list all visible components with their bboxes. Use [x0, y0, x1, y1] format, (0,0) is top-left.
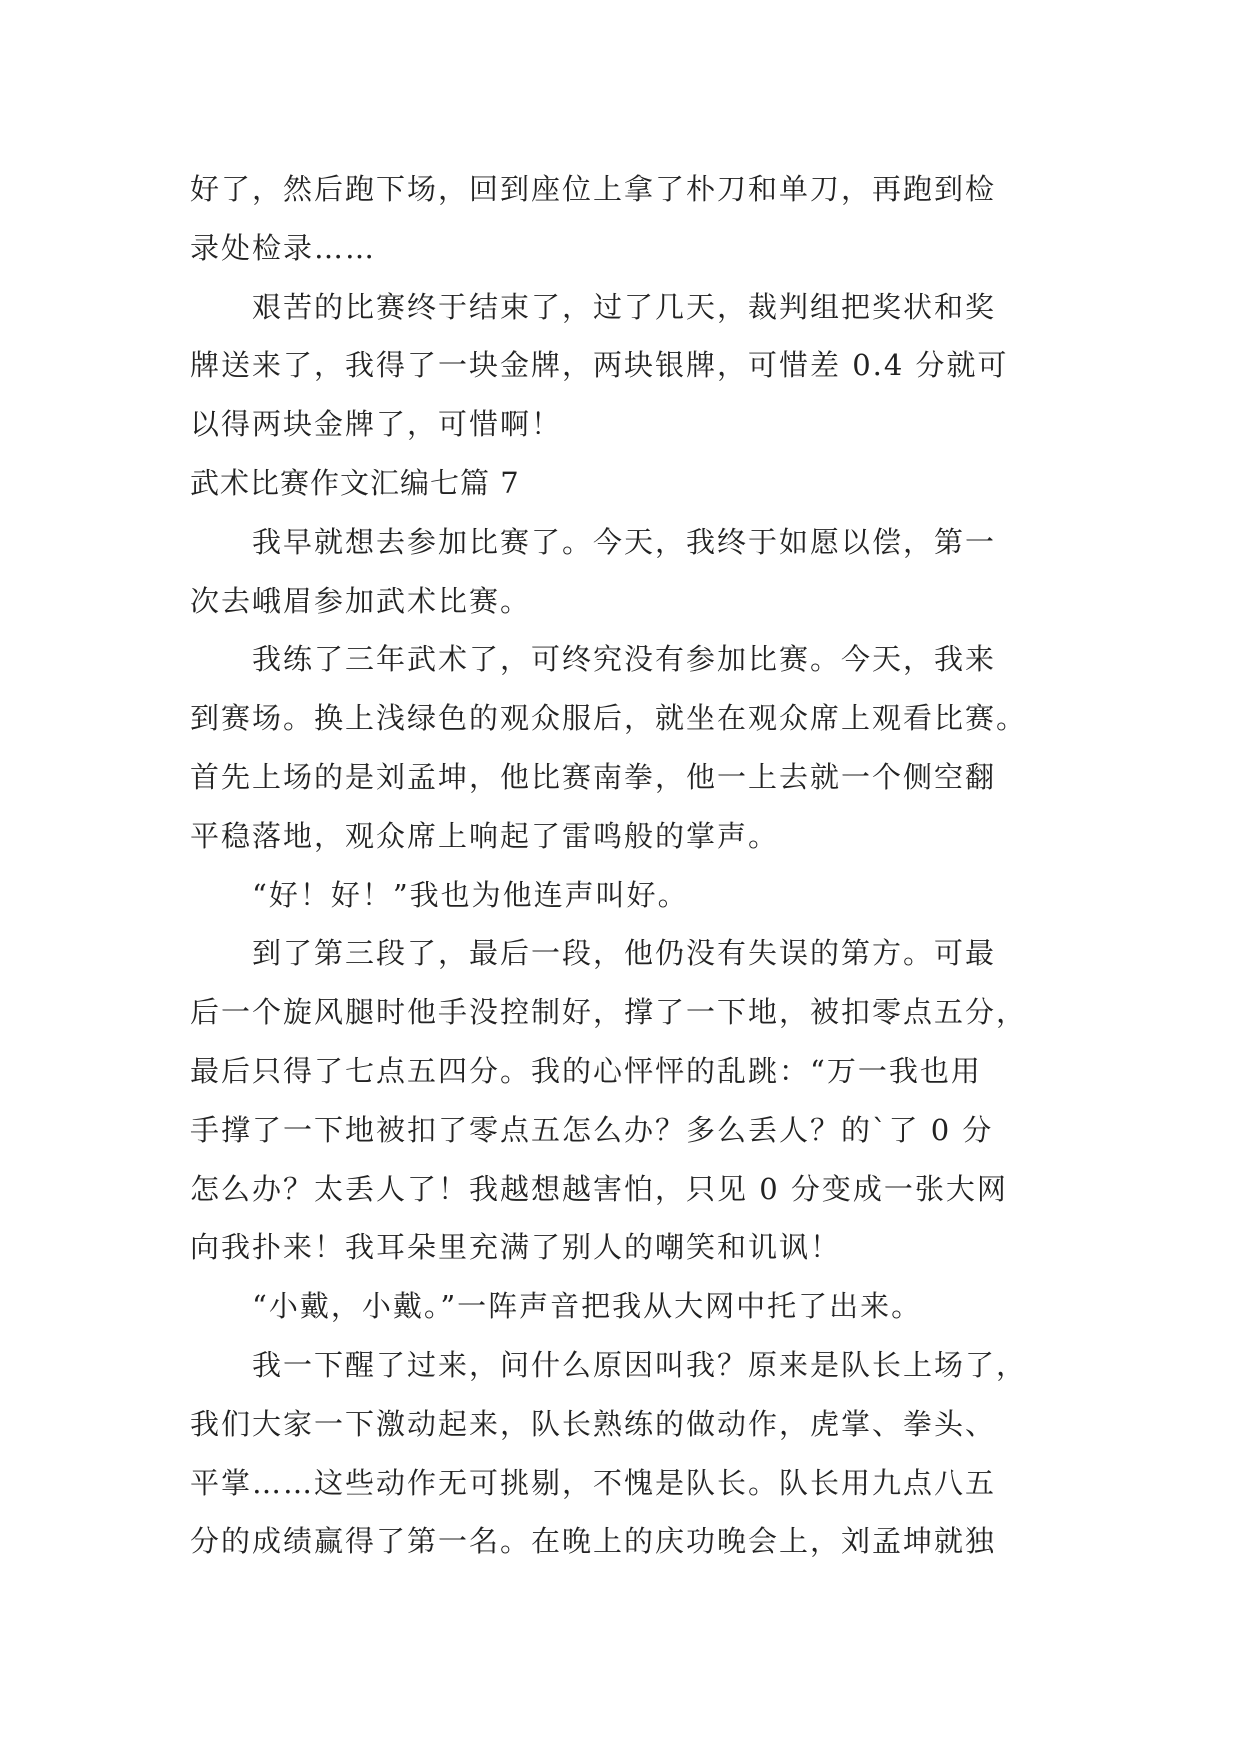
text-line: 分的成绩赢得了第一名。在晚上的庆功晚会上，刘孟坤就独	[190, 1524, 997, 1559]
text-line: “小戴，小戴。”一阵声音把我从大网中托了出来。	[252, 1289, 923, 1324]
text-line: 到了第三段了，最后一段，他仍没有失误的第方。可最	[252, 936, 997, 971]
text-line: 首先上场的是刘孟坤，他比赛南拳，他一上去就一个侧空翻	[190, 759, 997, 794]
text-line: 到赛场。换上浅绿色的观众服后，就坐在观众席上观看比赛。	[190, 701, 1028, 736]
text-line: 我们大家一下激动起来，队长熟练的做动作，虎掌、拳头、	[190, 1406, 997, 1441]
text-line: 后一个旋风腿时他手没控制好，撑了一下地，被扣零点五分，	[190, 995, 1028, 1030]
text-line: 最后只得了七点五四分。我的心怦怦的乱跳：“万一我也用	[190, 1053, 982, 1088]
text-line: 以得两块金牌了，可惜啊！	[190, 407, 563, 442]
text-line: 我一下醒了过来，问什么原因叫我？原来是队长上场了，	[252, 1347, 1028, 1382]
section-heading: 武术比赛作文汇编七篇 7	[190, 465, 520, 500]
text-line: 平稳落地，观众席上响起了雷鸣般的掌声。	[190, 818, 780, 853]
text-line: 我早就想去参加比赛了。今天，我终于如愿以偿，第一	[252, 524, 997, 559]
text-line: 手撑了一下地被扣了零点五怎么办？多么丢人？的`了 0 分	[190, 1112, 994, 1147]
text-line: 平掌……这些动作无可挑剔，不愧是队长。队长用九点八五	[190, 1465, 997, 1500]
text-line: 录处检录……	[190, 230, 377, 265]
text-line: 好了，然后跑下场，回到座位上拿了朴刀和单刀，再跑到检	[190, 172, 997, 206]
text-line: 次去峨眉参加武术比赛。	[190, 583, 532, 618]
text-line: 牌送来了，我得了一块金牌，两块银牌，可惜差 0.4 分就可	[190, 348, 1009, 383]
text-line: 向我扑来！我耳朵里充满了别人的嘲笑和讥讽！	[190, 1230, 842, 1265]
text-line: 艰苦的比赛终于结束了，过了几天，裁判组把奖状和奖	[252, 289, 997, 324]
text-line: 怎么办？太丢人了！我越想越害怕，只见 0 分变成一张大网	[190, 1171, 1008, 1206]
text-line: “好！好！”我也为他连声叫好。	[252, 877, 689, 912]
document-body	[190, 160, 1050, 1571]
text-line: 我练了三年武术了，可终究没有参加比赛。今天，我来	[252, 642, 997, 677]
